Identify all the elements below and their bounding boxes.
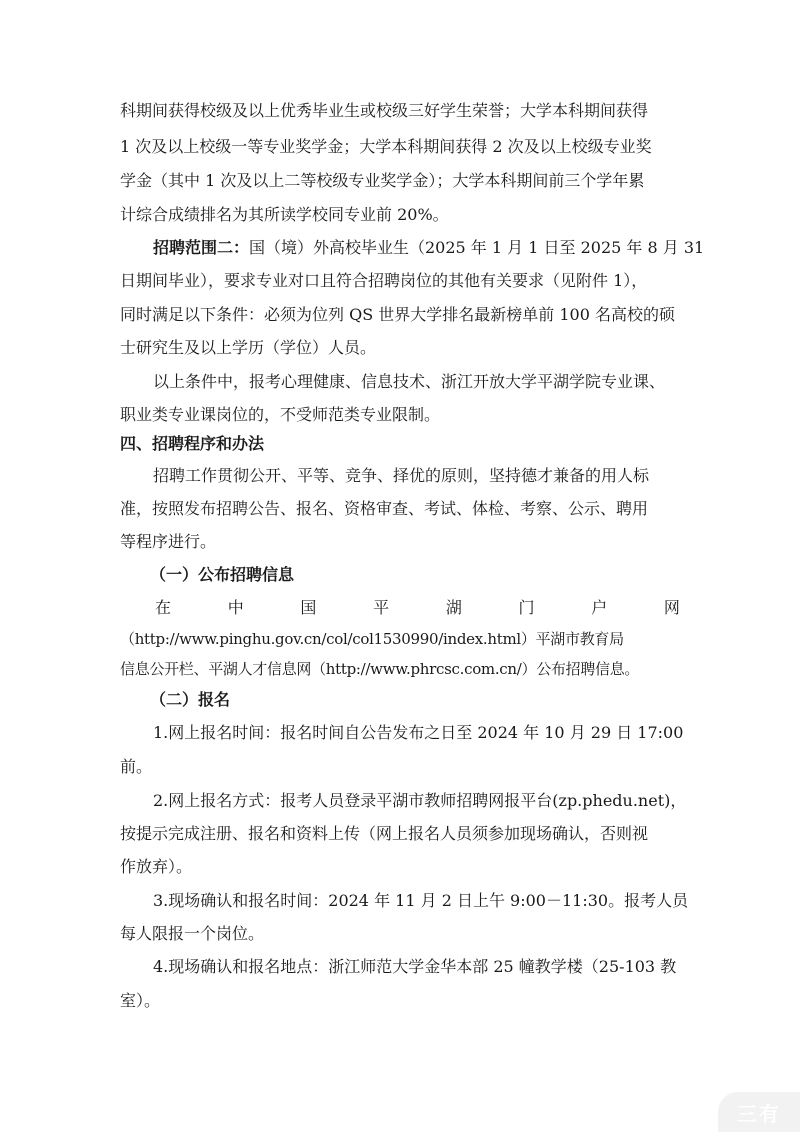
paragraph-line: 按提示完成注册、报名和资料上传（网上报名人员须参加现场确认，否则视 — [120, 824, 649, 843]
paragraph-line: 信息公开栏、平湖人才信息网（http://www.phrcsc.com.cn/）公布招聘信息。 — [120, 660, 640, 678]
watermark-logo — [718, 1092, 800, 1132]
paragraph-line: 日期间毕业），要求专业对口且符合招聘岗位的其他有关要求（见附件 1）， — [120, 271, 648, 290]
paragraph-line: 职业类专业课岗位的，不受师范类专业限制。 — [120, 405, 441, 424]
subsection-heading: （二）报名 — [150, 690, 231, 709]
paragraph-line: 准，按照发布招聘公告、报名、资格审查、考试、体检、考察、公示、聘用 — [120, 499, 649, 518]
paragraph-line: 等程序进行。 — [120, 532, 217, 551]
paragraph-line: 作放弃）。 — [120, 857, 193, 876]
spread-char: 湖 — [445, 598, 462, 617]
paragraph-line: 室）。 — [120, 991, 161, 1010]
paragraph-line: 2.网上报名方式：报考人员登录平湖市教师招聘网报平台(zp.phedu.net)， — [153, 791, 687, 810]
paragraph-line: 招聘工作贯彻公开、平等、竞争、择优的原则，坚持德才兼备的用人标 — [153, 466, 650, 485]
paragraph-line: 计综合成绩排名为其所读学校同专业前 20%。 — [120, 205, 449, 224]
section-heading: 四、招聘程序和办法 — [120, 434, 265, 453]
paragraph-line: （http://www.pinghu.gov.cn/col/col1530990/index.html）平湖市教育局 — [120, 630, 624, 648]
spread-char: 中 — [227, 598, 244, 617]
paragraph-line: 1.网上报名时间：报名时间自公告发布之日至 2024 年 10 月 29 日 17:00 — [153, 723, 684, 742]
spread-char: 户 — [591, 598, 608, 617]
paragraph-line: 同时满足以下条件：必须为位列 QS 世界大学排名最新榜单前 100 名高校的硕 — [120, 305, 675, 324]
paragraph-line: 科期间获得校级及以上优秀毕业生或校级三好学生荣誉；大学本科期间获得 — [120, 101, 649, 120]
paragraph-line: 3.现场确认和报名时间：2024 年 11 月 2 日上午 9:00－11:30。报考人员 — [153, 891, 689, 910]
section-label-scope-two: 招聘范围二： — [153, 238, 250, 257]
paragraph-line: 国（境）外高校毕业生（2025 年 1 月 1 日至 2025 年 8 月 31 — [249, 238, 705, 257]
paragraph-line: 1 次及以上校级一等专业奖学金；大学本科期间获得 2 次及以上校级专业奖 — [120, 137, 652, 156]
paragraph-line: 学金（其中 1 次及以上二等校级专业奖学金）；大学本科期间前三个学年累 — [120, 171, 645, 190]
paragraph-line: 4.现场确认和报名地点：浙江师范大学金华本部 25 幢教学楼（25-103 教 — [153, 957, 677, 976]
watermark-text: 三有 — [737, 1101, 781, 1126]
paragraph-line: 每人限报一个岗位。 — [120, 924, 265, 943]
paragraph-line: 前。 — [120, 757, 153, 776]
spread-char: 平 — [373, 598, 390, 617]
subsection-heading: （一）公布招聘信息 — [150, 565, 295, 584]
spread-text-line — [155, 597, 680, 619]
paragraph-line: 士研究生及以上学历（学位）人员。 — [120, 338, 377, 357]
spread-char: 在 — [155, 598, 172, 617]
spread-char: 国 — [300, 598, 317, 617]
spread-char: 门 — [518, 598, 535, 617]
spread-char: 网 — [663, 598, 680, 617]
paragraph-line: 以上条件中，报考心理健康、信息技术、浙江开放大学平湖学院专业课、 — [153, 372, 666, 391]
